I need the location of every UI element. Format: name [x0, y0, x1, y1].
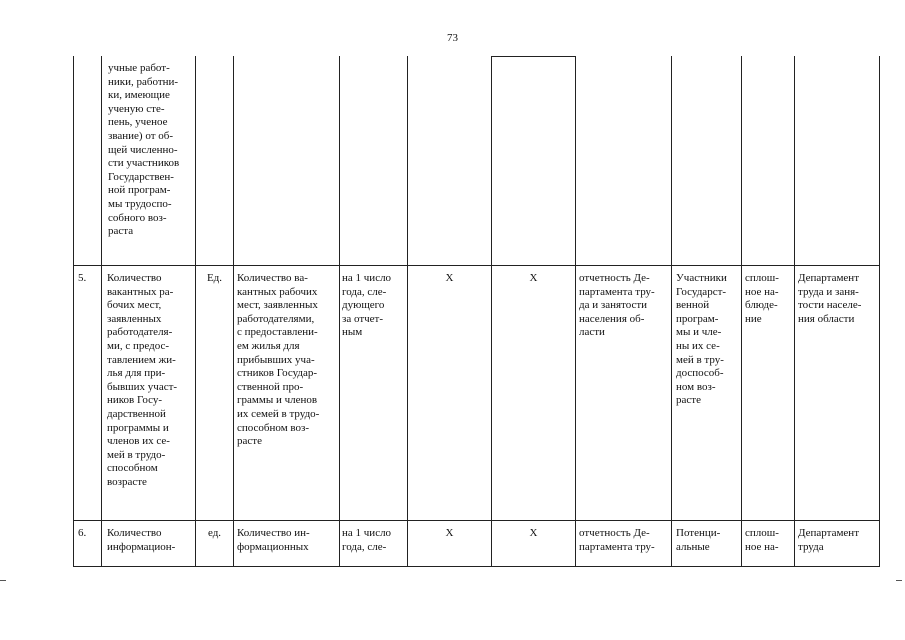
row-5-definition: Количество ва- кантных рабочих мест, заявленных работодателями, с предоставлени- ем жилья для прибывших уча- стников Государ- ственной про- граммы и членов их семей в трудо- способном воз- расте [237, 272, 320, 448]
row-5-method: сплош- ное на- блюде- ние [745, 272, 779, 325]
row-6-indicator: Количество информацион- [107, 527, 176, 553]
table-border-bottom [73, 566, 880, 567]
row-divider [73, 520, 880, 521]
row-5-col5: Х [445, 272, 454, 284]
row-6-col5: Х [445, 527, 454, 539]
row-6-source: отчетность Де- партамента тру- [579, 527, 655, 553]
row-6-col6: Х [529, 527, 538, 539]
box-top-line [491, 56, 576, 57]
row-5-source: отчетность Де- партамента тру- да и занятости населения об- ласти [579, 272, 655, 339]
column-divider [794, 56, 795, 567]
row-5-indicator: Количество вакантных ра- бочих мест, заявленных работодателя- ми, с предос- тавлением жи- лья для при- бывших участ- ников Госу- дарственной программы и членов их се- мей в трудо- способном возрасте [107, 272, 178, 488]
row-5-number: 5. [78, 272, 87, 284]
row-5-unit: Ед. [206, 272, 223, 284]
column-divider [671, 56, 672, 567]
scan-edge-mark [0, 580, 6, 581]
row-6-unit-observation: Потенци- альные [676, 527, 721, 553]
column-divider [741, 56, 742, 567]
row-divider [73, 265, 880, 266]
row-5-responsible: Департамент труда и заня- тости населе- ния области [798, 272, 862, 325]
column-divider [407, 56, 408, 567]
column-divider [101, 56, 102, 567]
column-divider [233, 56, 234, 567]
row-5-unit-observation: Участники Государст- венной програм- мы и чле- ны их се- мей в тру- доспособ- ном воз- расте [676, 272, 727, 407]
row-6-periodicity: на 1 число года, сле- [342, 527, 392, 553]
row-5-col6: Х [529, 272, 538, 284]
prev-row-indicator: учные работ- ники, работни- ки, имеющие ученую сте- пень, ученое звание) от об- щей численно- сти участников Государствен- ной програм- мы трудоспо- собного воз- раста [108, 62, 180, 238]
table-border-right [879, 56, 880, 567]
column-divider [575, 56, 576, 567]
scan-edge-mark [896, 580, 902, 581]
column-divider [491, 56, 492, 567]
row-5-periodicity: на 1 число года, сле- дующего за отчет- ным [342, 272, 392, 339]
page-number: 73 [447, 32, 458, 44]
column-divider [339, 56, 340, 567]
row-6-responsible: Департамент труда [798, 527, 860, 553]
row-6-unit: ед. [207, 527, 222, 539]
row-6-method: сплош- ное на- [745, 527, 779, 553]
row-6-number: 6. [78, 527, 87, 539]
row-6-definition: Количество ин- формационных [237, 527, 310, 553]
table-border-left [73, 56, 74, 567]
